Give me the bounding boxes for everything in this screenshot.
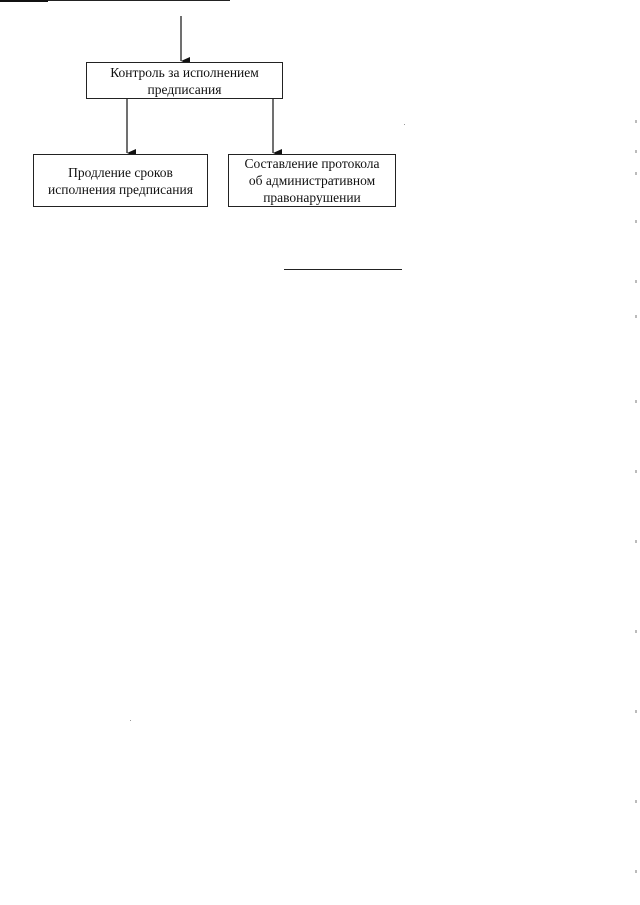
node-extend-line-2: исполнения предписания — [48, 181, 193, 197]
scan-speck — [404, 124, 405, 125]
scan-speck — [130, 720, 131, 721]
node-draw-up-protocol — [228, 154, 396, 207]
node-control-line-2: предписания — [147, 81, 222, 97]
scan-edge-marks — [634, 110, 638, 890]
closing-rule — [284, 269, 402, 270]
node-control-execution — [86, 62, 283, 99]
node-control-line-1: Контроль за исполнением — [110, 64, 259, 80]
node-extend-line-1: Продление сроков — [68, 164, 173, 180]
node-protocol-line-1: Составление протокола — [244, 156, 380, 171]
node-extend-deadlines — [33, 154, 208, 207]
header-rule-thick — [0, 0, 48, 2]
node-protocol-line-3: правонарушении — [263, 190, 361, 205]
node-protocol-line-2: об административном — [248, 173, 376, 188]
